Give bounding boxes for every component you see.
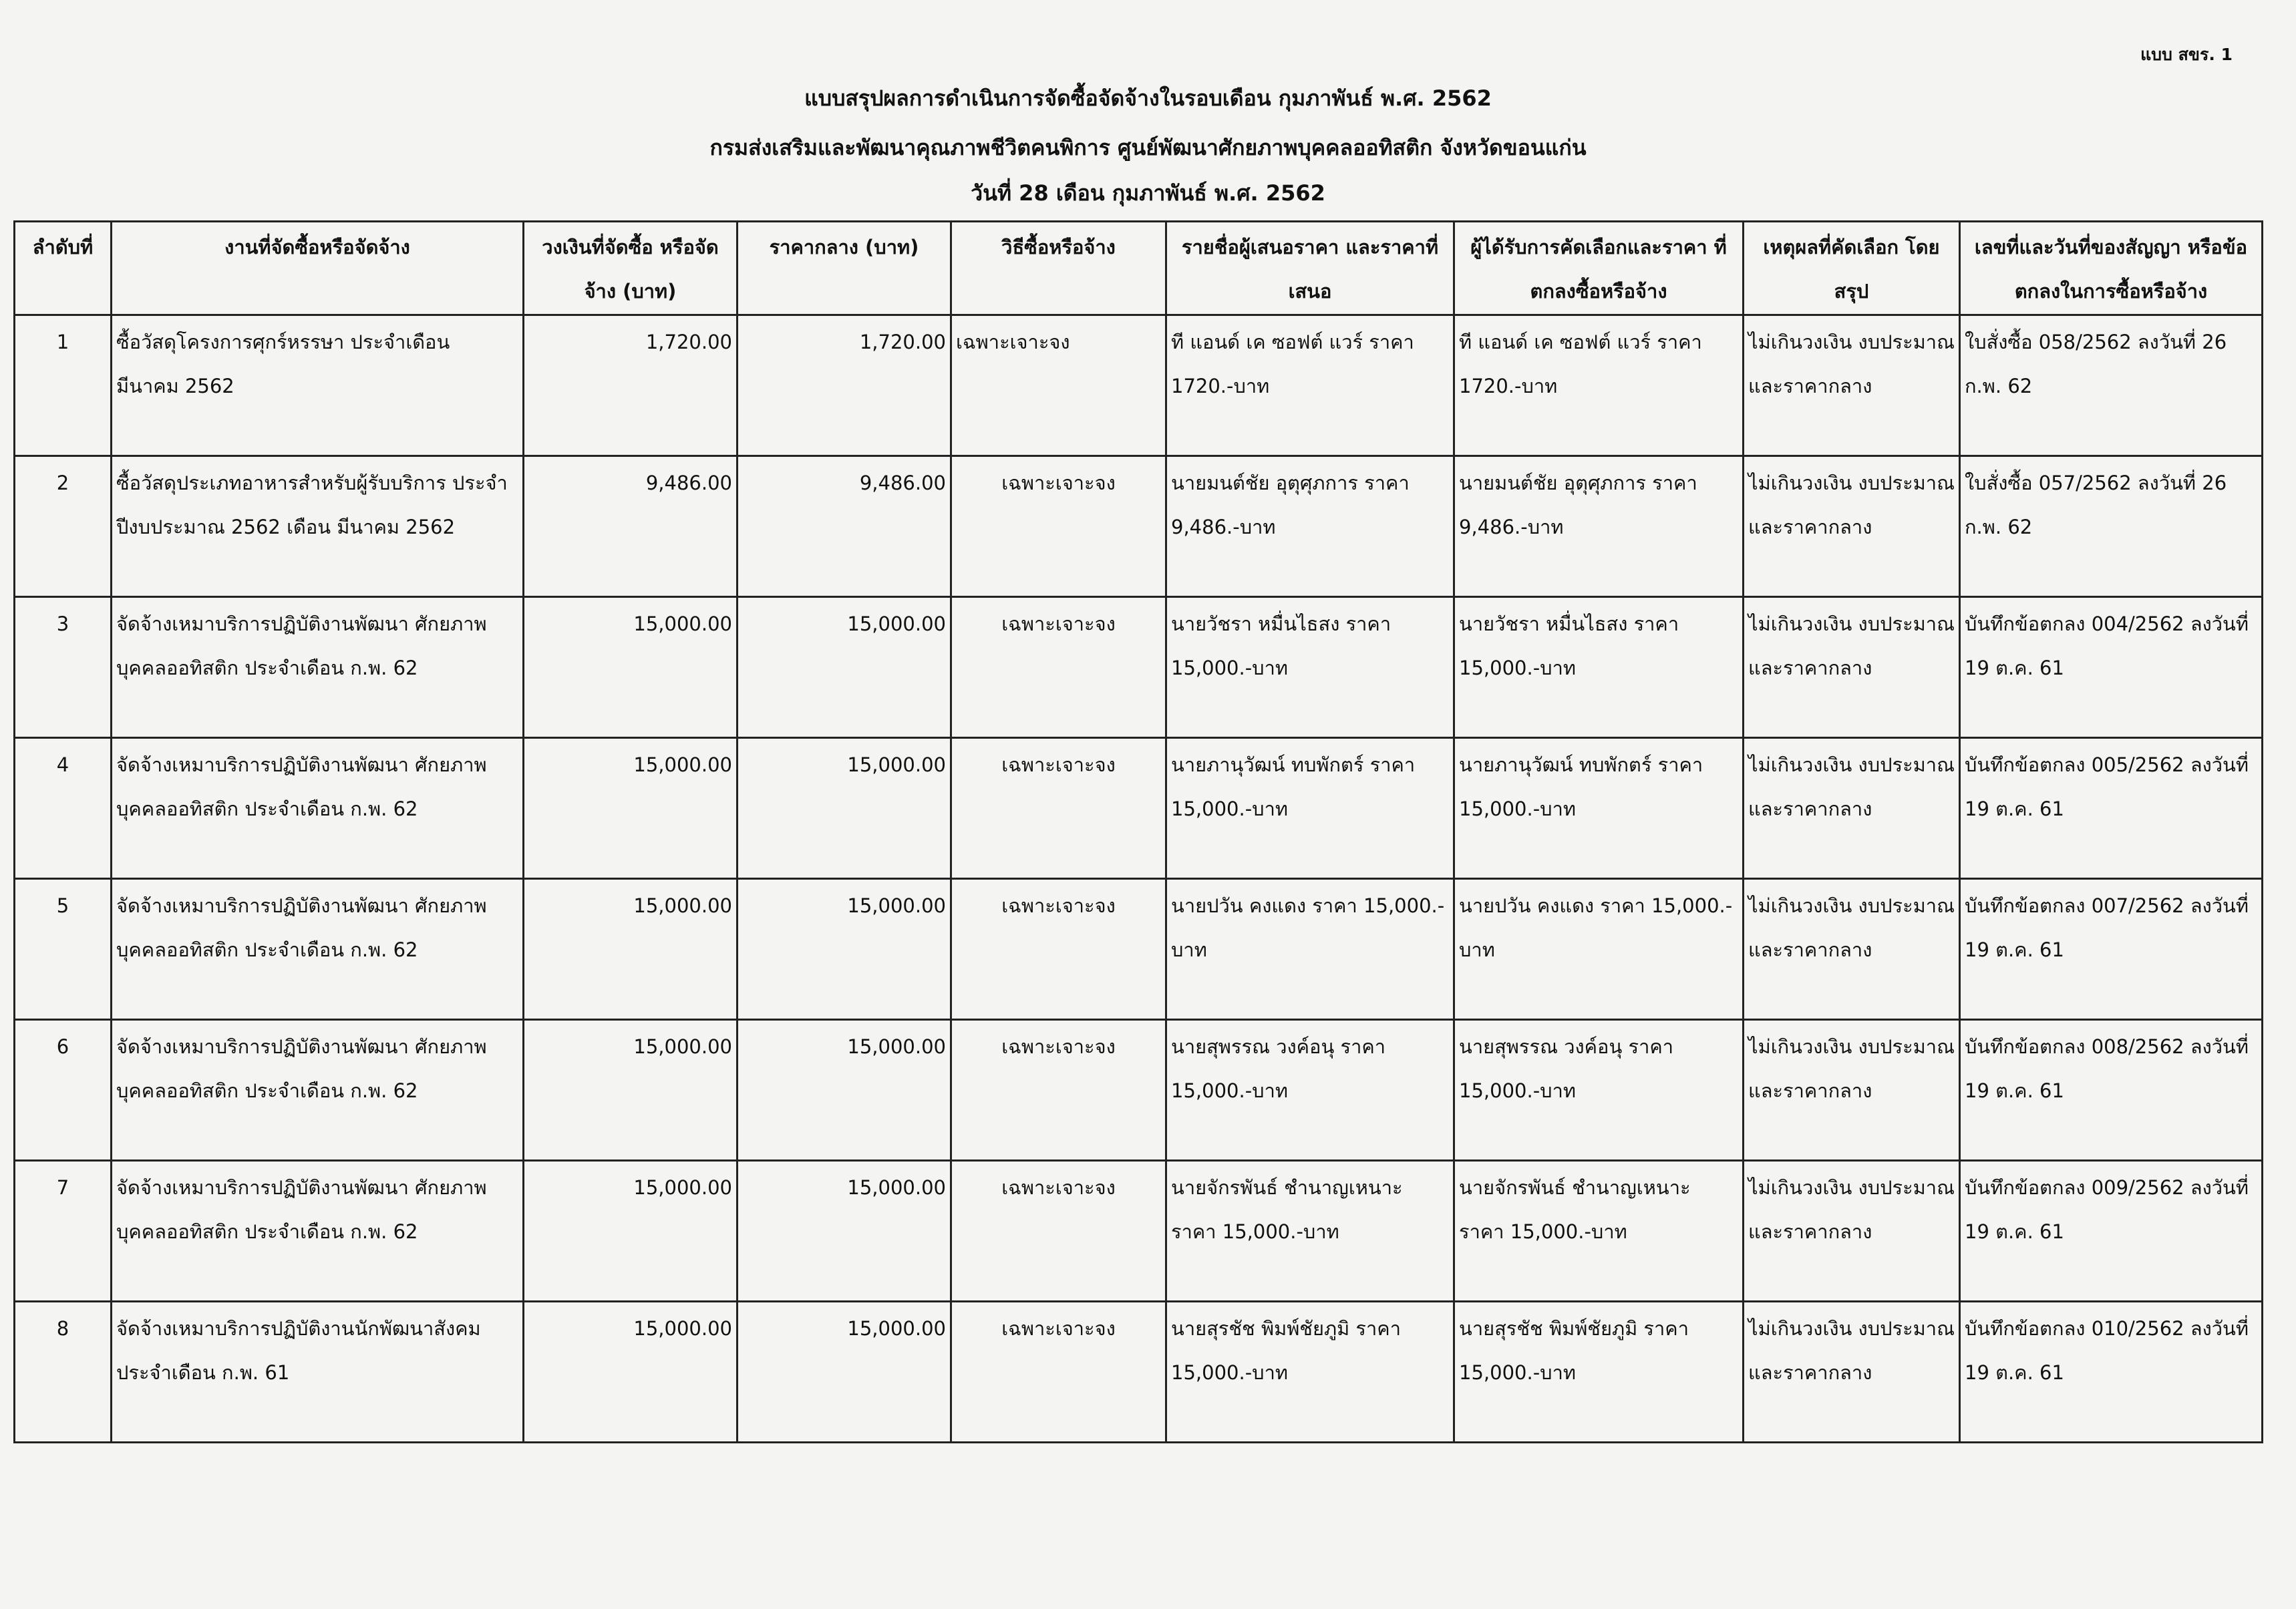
- row-bidders: ที แอนด์ เค ซอฟต์ แวร์ ราคา 1720.-บาท: [1166, 315, 1454, 456]
- row-no: 1: [15, 315, 112, 456]
- row-bidders: นายสุรชัช พิมพ์ชัยภูมิ ราคา 15,000.-บาท: [1166, 1302, 1454, 1443]
- row-reason: ไม่เกินวงเงิน งบประมาณและราคากลาง: [1744, 315, 1960, 456]
- row-no: 6: [15, 1020, 112, 1161]
- table-row: [15, 879, 2263, 1020]
- row-item: ซื้อวัสดุโครงการศุกร์หรรษา ประจำเดือน มีนาคม 2562: [112, 315, 524, 456]
- row-no: 3: [15, 597, 112, 738]
- row-method: เฉพาะเจาะจง: [951, 456, 1166, 597]
- row-median-price: 15,000.00: [737, 738, 951, 879]
- row-bidders: นายปวัน คงแดง ราคา 15,000.-บาท: [1166, 879, 1454, 1020]
- row-winner: นายสุรชัช พิมพ์ชัยภูมิ ราคา 15,000.-บาท: [1454, 1302, 1744, 1443]
- row-winner: ที แอนด์ เค ซอฟต์ แวร์ ราคา 1720.-บาท: [1454, 315, 1744, 456]
- row-contract: บันทึกข้อตกลง 004/2562 ลงวันที่ 19 ต.ค. 61: [1960, 597, 2263, 738]
- row-item: จัดจ้างเหมาบริการปฏิบัติงานพัฒนา ศักยภาพบุคคลออทิสติก ประจำเดือน ก.พ. 62: [112, 1161, 524, 1302]
- row-method: เฉพาะเจาะจง: [951, 1302, 1166, 1443]
- row-item: จัดจ้างเหมาบริการปฏิบัติงานพัฒนา ศักยภาพบุคคลออทิสติก ประจำเดือน ก.พ. 62: [112, 879, 524, 1020]
- row-bidders: นายภานุวัฒน์ ทบพักตร์ ราคา 15,000.-บาท: [1166, 738, 1454, 879]
- table-header-row: [15, 222, 2263, 315]
- row-winner: นายวัชรา หมื่นไธสง ราคา 15,000.-บาท: [1454, 597, 1744, 738]
- row-budget: 15,000.00: [524, 1302, 737, 1443]
- table-row: [15, 1020, 2263, 1161]
- table-row: [15, 456, 2263, 597]
- row-contract: บันทึกข้อตกลง 007/2562 ลงวันที่ 19 ต.ค. 61: [1960, 879, 2263, 1020]
- header-no: ลำดับที่: [15, 222, 112, 315]
- row-median-price: 9,486.00: [737, 456, 951, 597]
- header-budget: วงเงินที่จัดซื้อ หรือจัดจ้าง (บาท): [524, 222, 737, 315]
- row-bidders: นายสุพรรณ วงค์อนุ ราคา 15,000.-บาท: [1166, 1020, 1454, 1161]
- row-method: เฉพาะเจาะจง: [951, 1020, 1166, 1161]
- row-no: 2: [15, 456, 112, 597]
- row-no: 4: [15, 738, 112, 879]
- row-no: 5: [15, 879, 112, 1020]
- row-median-price: 15,000.00: [737, 597, 951, 738]
- row-budget: 15,000.00: [524, 738, 737, 879]
- form-code: แบบ สขร. 1: [2140, 45, 2233, 64]
- table-row: [15, 315, 2263, 456]
- procurement-table: [13, 220, 2263, 1443]
- header-contract: เลขที่และวันที่ของสัญญา หรือข้อตกลงในการซื้อหรือจ้าง: [1960, 222, 2263, 315]
- row-item: ซื้อวัสดุประเภทอาหารสำหรับผู้รับบริการ ประจำปีงบประมาณ 2562 เดือน มีนาคม 2562: [112, 456, 524, 597]
- table-row: [15, 1302, 2263, 1443]
- header-median-price: ราคากลาง (บาท): [737, 222, 951, 315]
- document-title: แบบสรุปผลการดำเนินการจัดซื้อจัดจ้างในรอบเดือน กุมภาพันธ์ พ.ศ. 2562: [804, 85, 1492, 111]
- row-contract: บันทึกข้อตกลง 010/2562 ลงวันที่ 19 ต.ค. 61: [1960, 1302, 2263, 1443]
- header-reason: เหตุผลที่คัดเลือก โดยสรุป: [1744, 222, 1960, 315]
- row-contract: ใบสั่งซื้อ 058/2562 ลงวันที่ 26 ก.พ. 62: [1960, 315, 2263, 456]
- row-reason: ไม่เกินวงเงิน งบประมาณและราคากลาง: [1744, 597, 1960, 738]
- row-median-price: 15,000.00: [737, 1020, 951, 1161]
- row-winner: นายภานุวัฒน์ ทบพักตร์ ราคา 15,000.-บาท: [1454, 738, 1744, 879]
- row-reason: ไม่เกินวงเงิน งบประมาณและราคากลาง: [1744, 1302, 1960, 1443]
- row-reason: ไม่เกินวงเงิน งบประมาณและราคากลาง: [1744, 1020, 1960, 1161]
- table-row: [15, 597, 2263, 738]
- row-method: เฉพาะเจาะจง: [951, 315, 1166, 456]
- row-median-price: 15,000.00: [737, 1161, 951, 1302]
- row-budget: 15,000.00: [524, 879, 737, 1020]
- row-no: 8: [15, 1302, 112, 1443]
- row-contract: ใบสั่งซื้อ 057/2562 ลงวันที่ 26 ก.พ. 62: [1960, 456, 2263, 597]
- row-winner: นายมนต์ชัย อุตุศุภการ ราคา 9,486.-บาท: [1454, 456, 1744, 597]
- table-row: [15, 1161, 2263, 1302]
- row-bidders: นายจักรพันธ์ ชำนาญเหนาะ ราคา 15,000.-บาท: [1166, 1161, 1454, 1302]
- row-reason: ไม่เกินวงเงิน งบประมาณและราคากลาง: [1744, 1161, 1960, 1302]
- row-winner: นายสุพรรณ วงค์อนุ ราคา 15,000.-บาท: [1454, 1020, 1744, 1161]
- row-contract: บันทึกข้อตกลง 009/2562 ลงวันที่ 19 ต.ค. 61: [1960, 1161, 2263, 1302]
- row-median-price: 15,000.00: [737, 879, 951, 1020]
- row-budget: 1,720.00: [524, 315, 737, 456]
- report-date: วันที่ 28 เดือน กุมภาพันธ์ พ.ศ. 2562: [971, 180, 1325, 206]
- row-contract: บันทึกข้อตกลง 008/2562 ลงวันที่ 19 ต.ค. 61: [1960, 1020, 2263, 1161]
- row-item: จัดจ้างเหมาบริการปฏิบัติงานพัฒนา ศักยภาพบุคคลออทิสติก ประจำเดือน ก.พ. 62: [112, 738, 524, 879]
- agency-name: กรมส่งเสริมและพัฒนาคุณภาพชีวิตคนพิการ ศูนย์พัฒนาศักยภาพบุคคลออทิสติก จังหวัดขอนแก่น: [709, 135, 1587, 160]
- header-item: งานที่จัดซื้อหรือจัดจ้าง: [112, 222, 524, 315]
- row-budget: 15,000.00: [524, 597, 737, 738]
- row-item: จัดจ้างเหมาบริการปฏิบัติงานพัฒนา ศักยภาพบุคคลออทิสติก ประจำเดือน ก.พ. 62: [112, 597, 524, 738]
- row-method: เฉพาะเจาะจง: [951, 1161, 1166, 1302]
- header-winner: ผู้ได้รับการคัดเลือกและราคา ที่ตกลงซื้อหรือจ้าง: [1454, 222, 1744, 315]
- row-reason: ไม่เกินวงเงิน งบประมาณและราคากลาง: [1744, 738, 1960, 879]
- row-item: จัดจ้างเหมาบริการปฏิบัติงานนักพัฒนาสังคม ประจำเดือน ก.พ. 61: [112, 1302, 524, 1443]
- row-bidders: นายวัชรา หมื่นไธสง ราคา 15,000.-บาท: [1166, 597, 1454, 738]
- row-budget: 15,000.00: [524, 1161, 737, 1302]
- header-bidders: รายชื่อผู้เสนอราคา และราคาที่เสนอ: [1166, 222, 1454, 315]
- row-method: เฉพาะเจาะจง: [951, 597, 1166, 738]
- row-no: 7: [15, 1161, 112, 1302]
- row-winner: นายจักรพันธ์ ชำนาญเหนาะ ราคา 15,000.-บาท: [1454, 1161, 1744, 1302]
- row-contract: บันทึกข้อตกลง 005/2562 ลงวันที่ 19 ต.ค. 61: [1960, 738, 2263, 879]
- row-item: จัดจ้างเหมาบริการปฏิบัติงานพัฒนา ศักยภาพบุคคลออทิสติก ประจำเดือน ก.พ. 62: [112, 1020, 524, 1161]
- row-winner: นายปวัน คงแดง ราคา 15,000.-บาท: [1454, 879, 1744, 1020]
- row-reason: ไม่เกินวงเงิน งบประมาณและราคากลาง: [1744, 879, 1960, 1020]
- row-budget: 15,000.00: [524, 1020, 737, 1161]
- header-method: วิธีซื้อหรือจ้าง: [951, 222, 1166, 315]
- row-method: เฉพาะเจาะจง: [951, 879, 1166, 1020]
- row-median-price: 1,720.00: [737, 315, 951, 456]
- row-bidders: นายมนต์ชัย อุตุศุภการ ราคา 9,486.-บาท: [1166, 456, 1454, 597]
- row-budget: 9,486.00: [524, 456, 737, 597]
- row-reason: ไม่เกินวงเงิน งบประมาณและราคากลาง: [1744, 456, 1960, 597]
- table-row: [15, 738, 2263, 879]
- row-median-price: 15,000.00: [737, 1302, 951, 1443]
- row-method: เฉพาะเจาะจง: [951, 738, 1166, 879]
